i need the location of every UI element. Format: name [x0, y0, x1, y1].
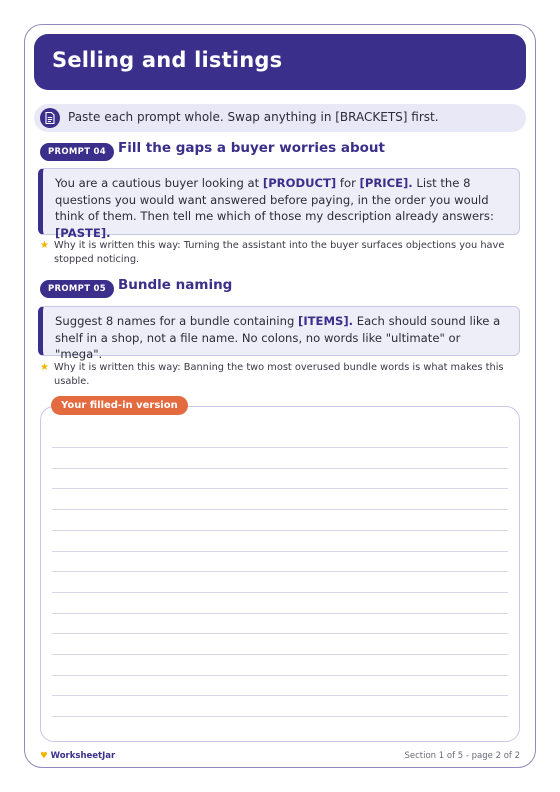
writing-line: [52, 675, 508, 676]
prompt-title: Bundle naming: [118, 277, 233, 293]
writing-line: [52, 613, 508, 614]
prompt-fragment: Suggest 8 names for a bundle containing: [55, 314, 299, 328]
star-icon: ★: [40, 240, 49, 251]
footer-brand: [40, 751, 115, 761]
writing-line: [52, 633, 508, 634]
writing-line: [52, 488, 508, 489]
why-note: ★ Why it is written this way: Turning the assistant into the buyer surfaces objections you have stopped noticing.: [40, 240, 505, 265]
prompt-text: [38, 306, 520, 361]
writing-line: [52, 571, 508, 572]
prompt-fragment: You are a cautious buyer looking at: [55, 176, 263, 190]
star-icon: ★: [40, 362, 49, 373]
instruction-text: Paste each prompt whole. Swap anything in [BRACKETS] first.: [68, 110, 439, 124]
writing-line: [52, 654, 508, 655]
document-icon: [40, 108, 60, 128]
prompt-fragment: for: [336, 176, 360, 190]
page-title: Selling and listings: [52, 48, 283, 72]
heart-icon: ♥: [40, 751, 48, 761]
placeholder-token: [ITEMS].: [298, 314, 354, 328]
page-header: [34, 34, 526, 90]
brand-name: WorksheetJar: [50, 751, 116, 761]
prompt-badge: PROMPT 05: [40, 280, 114, 298]
prompt-text: [38, 168, 520, 240]
writing-line: [52, 592, 508, 593]
why-note: ★ Why it is written this way: Banning the two most overused bundle words is what makes this usable.: [40, 362, 504, 387]
writing-line: [52, 530, 508, 531]
prompt-fragment: Each should sound like a shelf in a shop, not a file name. No colons, no words like "ultimate" or "mega".: [55, 314, 501, 361]
instruction-banner: [34, 104, 526, 132]
writing-line: [52, 551, 508, 552]
writing-line: [52, 695, 508, 696]
page-number: Section 1 of 5 - page 2 of 2: [404, 751, 520, 761]
writing-line: [52, 509, 508, 510]
writing-line: [52, 447, 508, 448]
placeholder-token: [PRODUCT]: [262, 176, 337, 190]
placeholder-token: [PASTE].: [55, 225, 111, 240]
placeholder-token: [PRICE].: [359, 176, 413, 190]
prompt-badge: PROMPT 04: [40, 143, 114, 161]
filled-in-label: Your filled-in version: [51, 396, 188, 415]
filled-in-area[interactable]: [40, 406, 520, 742]
writing-line: [52, 468, 508, 469]
prompt-fragment: List the 8 questions you would want answered before paying, in the order you would think of them. Then tell me which of those my description already answers:: [55, 176, 494, 223]
prompt-title: Fill the gaps a buyer worries about: [118, 140, 385, 156]
writing-line: [52, 716, 508, 717]
